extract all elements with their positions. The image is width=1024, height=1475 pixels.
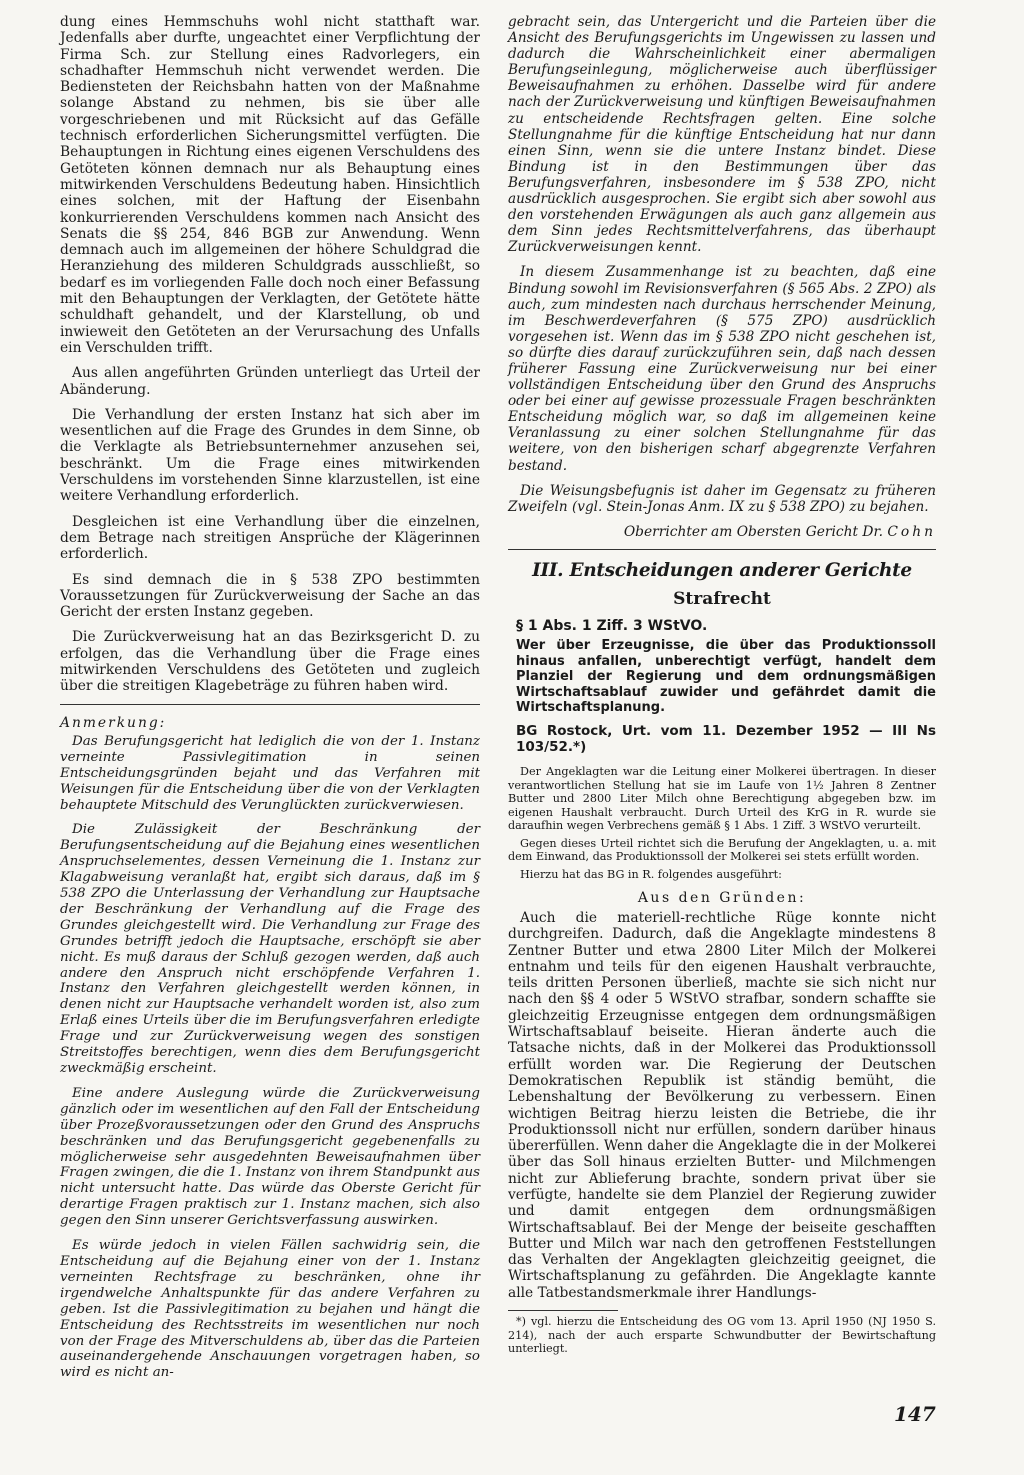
- law-reference: § 1 Abs. 1 Ziff. 3 WStVO.: [516, 618, 708, 635]
- left-column: [60, 14, 480, 1390]
- court-citation: BG Rostock, Urt. vom 11. Dezember 1952 — III Ns 103/52.*): [516, 722, 936, 755]
- facts-paragraph: Hierzu hat das BG in R. folgendes ausgeführt:: [520, 868, 782, 882]
- body-paragraph: Es sind demnach die in § 538 ZPO bestimmten Voraussetzungen für Zurückverweisung der Sache an das Gericht der ersten Instanz gegeben.: [60, 571, 480, 621]
- body-paragraph: Aus allen angeführten Gründen unterliegt das Urteil der Abänderung.: [60, 365, 480, 398]
- signature-name: Cohn: [887, 523, 936, 540]
- body-paragraph: Desgleichen ist eine Verhandlung über die einzelnen, dem Betrage nach streitigen Ansprüche der Klägerinnen erforderlich.: [60, 513, 480, 563]
- footnote: *) vgl. hierzu die Entscheidung des OG vom 13. April 1950 (NJ 1950 S. 214), nach der auch ersparte Schwundbutter der Bewirtschaftung unterliegt.: [508, 1315, 936, 1356]
- annotation-paragraph: Eine andere Auslegung würde die Zurückverweisung gänzlich oder im wesentlichen auf den Fall der Entscheidung über Prozeßvoraussetzungen oder den Grund des Anspruchs beschränken und das Berufungsgericht gegebenenfalls zu möglicherweise sehr ausgedehnten Beweisaufnahmen über Fragen zwingen, die die 1. Instanz von ihrem Standpunkt aus nicht untersucht hatte. Das würde das Oberste Gericht für derartige Fragen praktisch zur 1. Instanz machen, sich also gegen den Sinn unserer Gerichtsverfassung auswirken.: [60, 1085, 480, 1229]
- annotation-paragraph: gebracht sein, das Untergericht und die Parteien über die Ansicht des Berufungsgerichts im Ungewissen zu lassen und dadurch die Wahrscheinlichkeit einer abermaligen Berufungseinlegung, möglicherweise auch überflüssiger Beweisaufnahmen zu erhöhen. Dasselbe wird für andere nach der Zurückverweisung und künftigen Beweisaufnahmen zu entscheidende Rechtsfragen gelten. Eine solche Stellungnahme für die künftige Entscheidung hat nur dann einen Sinn, wenn sie die untere Instanz bindet. Diese Bindung ist in den Bestimmungen über das Berufungsverfahren, insbesondere im § 538 ZPO, nicht ausdrücklich ausgesprochen. Sie ergibt sich aber sowohl aus den vorstehenden Erwägungen als auch ganz allgemein aus dem Sinn jedes Rechtsmittelverfahrens, das überhaupt Zurückverweisungen kennt.: [508, 14, 936, 256]
- body-paragraph: Die Zurückverweisung hat an das Bezirksgericht D. zu erfolgen, das die Verhandlung über die Frage eines mitwirkenden Verschuldens des Getöteten und zugleich über die streitigen Klagebeträge zu führen haben wird.: [60, 629, 480, 695]
- signature-title: Oberrichter am Obersten Gericht Dr.: [623, 523, 883, 540]
- body-paragraph: dung eines Hemmschuhs wohl nicht statthaft war. Jedenfalls aber durfte, ungeachtet einer Verpflichtung der Firma Sch. zur Stellung eines Radvorlegers, ein schadhafter Hemmschuh nicht verwendet werden. Die Bediensteten der Reichsbahn hatten von der Maßnahme solange Abstand zu nehmen, bis sie über alle vorgeschriebenen und mit Rücksicht auf das Gefälle technisch erforderlichen Sicherungsmittel verfügten. Die Behauptungen in Richtung eines eigenen Verschuldens des Getöteten können demnach nur als Behauptung eines mitwirkenden Verschuldens Bedeutung haben. Hinsichtlich eines solchen, mit der Haftung der Eisenbahn konkurrierenden Verschuldens kommen nach Ansicht des Senats die §§ 254, 846 BGB zur Anwendung. Wenn demnach auch im allgemeinen der höhere Schuldgrad die Heranziehung des milderen Schuldgrads ausschließt, so bedarf es im vorliegenden Falle doch noch einer Befassung mit den Behauptungen der Verklagten, der Getötete hätte schuldhaft gehandelt, und der Klarstellung, ob und inwieweit den Getöteten an der Verursachung des Unfalls ein Verschulden trifft.: [60, 14, 480, 356]
- annotation-heading: Anmerkung:: [60, 714, 167, 731]
- right-column: [508, 14, 936, 1365]
- divider: [60, 704, 480, 705]
- headnote: Wer über Erzeugnisse, die über das Produktionssoll hinaus anfallen, unberechtigt verfügt, handelt dem Planziel der Regierung und dem ordnungsmäßigen Wirtschaftsablauf zuwider und gefährdet damit die Wirtschaftsplanung.: [516, 638, 936, 716]
- author-signature: [508, 524, 936, 540]
- reasons-heading: Aus den Gründen:: [637, 889, 807, 906]
- annotation-paragraph: In diesem Zusammenhange ist zu beachten, daß eine Bindung sowohl im Revisionsverfahren (§ 565 Abs. 2 ZPO) als auch, zum mindesten nach durchaus herrschender Meinung, im Beschwerdeverfahren (§ 575 ZPO) ausdrücklich vorgesehen ist. Wenn das im § 538 ZPO nicht geschehen ist, so dürfte dies darauf zurückzuführen sein, daß nach dessen früherer Fassung eine Zurückverweisung nur bei einer vollständigen Entscheidung über den Grund des Anspruchs oder bei einer auf gewisse prozessuale Fragen beschränkten Entscheidung möglich war, so daß im allgemeinen keine Veranlassung zu einer solchen Stellungnahme für das weitere, von den bisherigen scharf abgegrenzte Verfahren bestand.: [508, 264, 936, 474]
- reasons-paragraph: Auch die materiell-rechtliche Rüge konnte nicht durchgreifen. Dadurch, daß die Angeklagte mindestens 8 Zentner Butter und etwa 2800 Liter Milch der Molkerei entnahm und teils für den eigenen Haushalt verbrauchte, teils dritten Personen überließ, machte sie sich nicht nur nach den §§ 4 oder 5 WStVO strafbar, sondern schaffte sie gleichzeitig Erzeugnisse entgegen dem ordnungsmäßigen Wirtschaftsablauf beiseite. Hieran änderte auch die Tatsache nichts, daß in der Molkerei das Produktionssoll erfüllt worden war. Die Regierung der Deutschen Demokratischen Republik ist ständig bemüht, die Lebenshaltung der Bevölkerung zu verbessern. Einen wichtigen Beitrag hierzu leisten die Betriebe, die ihr Produktionssoll nicht nur erfüllen, sondern darüber hinaus übererfüllen. Wenn daher die Angeklagte die in der Molkerei über das Soll hinaus erzielten Butter- und Milchmengen nicht zur Ablieferung brachte, sondern privat über sie verfügte, handelte sie dem Planziel der Regierung zuwider und damit entgegen dem ordnungsmäßigen Wirtschaftsablauf. Bei der Menge der beiseite geschafften Butter und Milch war nach den getroffenen Feststellungen das Verhalten der Angeklagten gleichzeitig geeignet, die Wirtschaftsplanung zu gefährden. Die Angeklagte kannte alle Tatbestandsmerkmale ihrer Handlungs-: [508, 909, 936, 1301]
- section-title: III. Entscheidungen anderer Gerichte: [532, 560, 912, 582]
- footnote-rule: [508, 1310, 618, 1311]
- facts-paragraph: Der Angeklagten war die Leitung einer Molkerei übertragen. In dieser verantwortlichen Stellung hat sie im Laufe von 1½ Jahren 8 Zentner Butter und 2800 Liter Milch ohne Berechtigung abgegeben bzw. im eigenen Haushalt verbraucht. Durch Urteil des KrG in R. wurde sie daraufhin wegen Verbrechens gemäß § 1 Abs. 1 Ziff. 3 WStVO verurteilt.: [508, 764, 936, 833]
- annotation-paragraph: Es würde jedoch in vielen Fällen sachwidrig sein, die Entscheidung auf die Bejahung einer von der 1. Instanz verneinten Rechtsfrage zu beschränken, ohne ihr irgendwelche Anhaltspunkte für das andere Verfahren zu geben. Ist die Passivlegitimation zu bejahen und hängt die Entscheidung des Rechtsstreits im wesentlichen nur noch von der Frage des Mitverschuldens ab, über das die Parteien auseinandergehende Anschauungen vorgetragen haben, so wird es nicht an-: [60, 1238, 480, 1381]
- body-paragraph: Die Verhandlung der ersten Instanz hat sich aber im wesentlichen auf die Frage des Grundes in dem Sinne, ob die Verklagte als Betriebsunternehmer anzusehen sei, beschränkt. Um die Frage eines mitwirkenden Verschuldens im vorstehenden Sinne klarzustellen, ist eine weitere Verhandlung erforderlich.: [60, 406, 480, 505]
- subsection-title: Strafrecht: [673, 589, 771, 610]
- annotation-paragraph: Das Berufungsgericht hat lediglich die von der 1. Instanz verneinte Passivlegitimation in seinen Entscheidungsgründen bejaht und das Verfahren mit Weisungen für die Entscheidung über die von der Verklagten behauptete Mitschuld des Verunglückten zurückverwiesen.: [60, 733, 480, 813]
- divider: [508, 549, 936, 550]
- annotation-paragraph: Die Zulässigkeit der Beschränkung der Berufungsentscheidung auf die Bejahung eines wesentlichen Anspruchselementes, dessen Verneinung die 1. Instanz zur Klagabweisung veranlaßt hat, ergibt sich daraus, daß im § 538 ZPO die Unterlassung der Verhandlung zur Hauptsache der Beschränkung der Verhandlung auf die Frage des Grundes gleichgestellt wird. Die Verhandlung zur Frage des Grundes betrifft jedoch die Hauptsache, erschöpft sie aber nicht. Es muß daraus der Schluß gezogen werden, daß auch andere den Anspruch nicht erschöpfende Verfahren 1. Instanz den Verfahren gleichgestellt werden können, in denen nicht zur Hauptsache verhandelt worden ist, also zum Erlaß eines Urteils über die im Berufungsverfahren erledigte Frage und zur Zurückverweisung wegen des sonstigen Streitstoffes berechtigen, wenn dies dem Berufungsgericht zweckmäßig erscheint.: [60, 822, 480, 1076]
- facts-paragraph: Gegen dieses Urteil richtet sich die Berufung der Angeklagten, u. a. mit dem Einwand, das Produktionssoll der Molkerei sei stets erfüllt worden.: [508, 836, 936, 864]
- annotation-paragraph: Die Weisungsbefugnis ist daher im Gegensatz zu früheren Zweifeln (vgl. Stein-Jonas Anm. IX zu § 538 ZPO) zu bejahen.: [508, 482, 936, 515]
- page-number: 147: [894, 1402, 936, 1426]
